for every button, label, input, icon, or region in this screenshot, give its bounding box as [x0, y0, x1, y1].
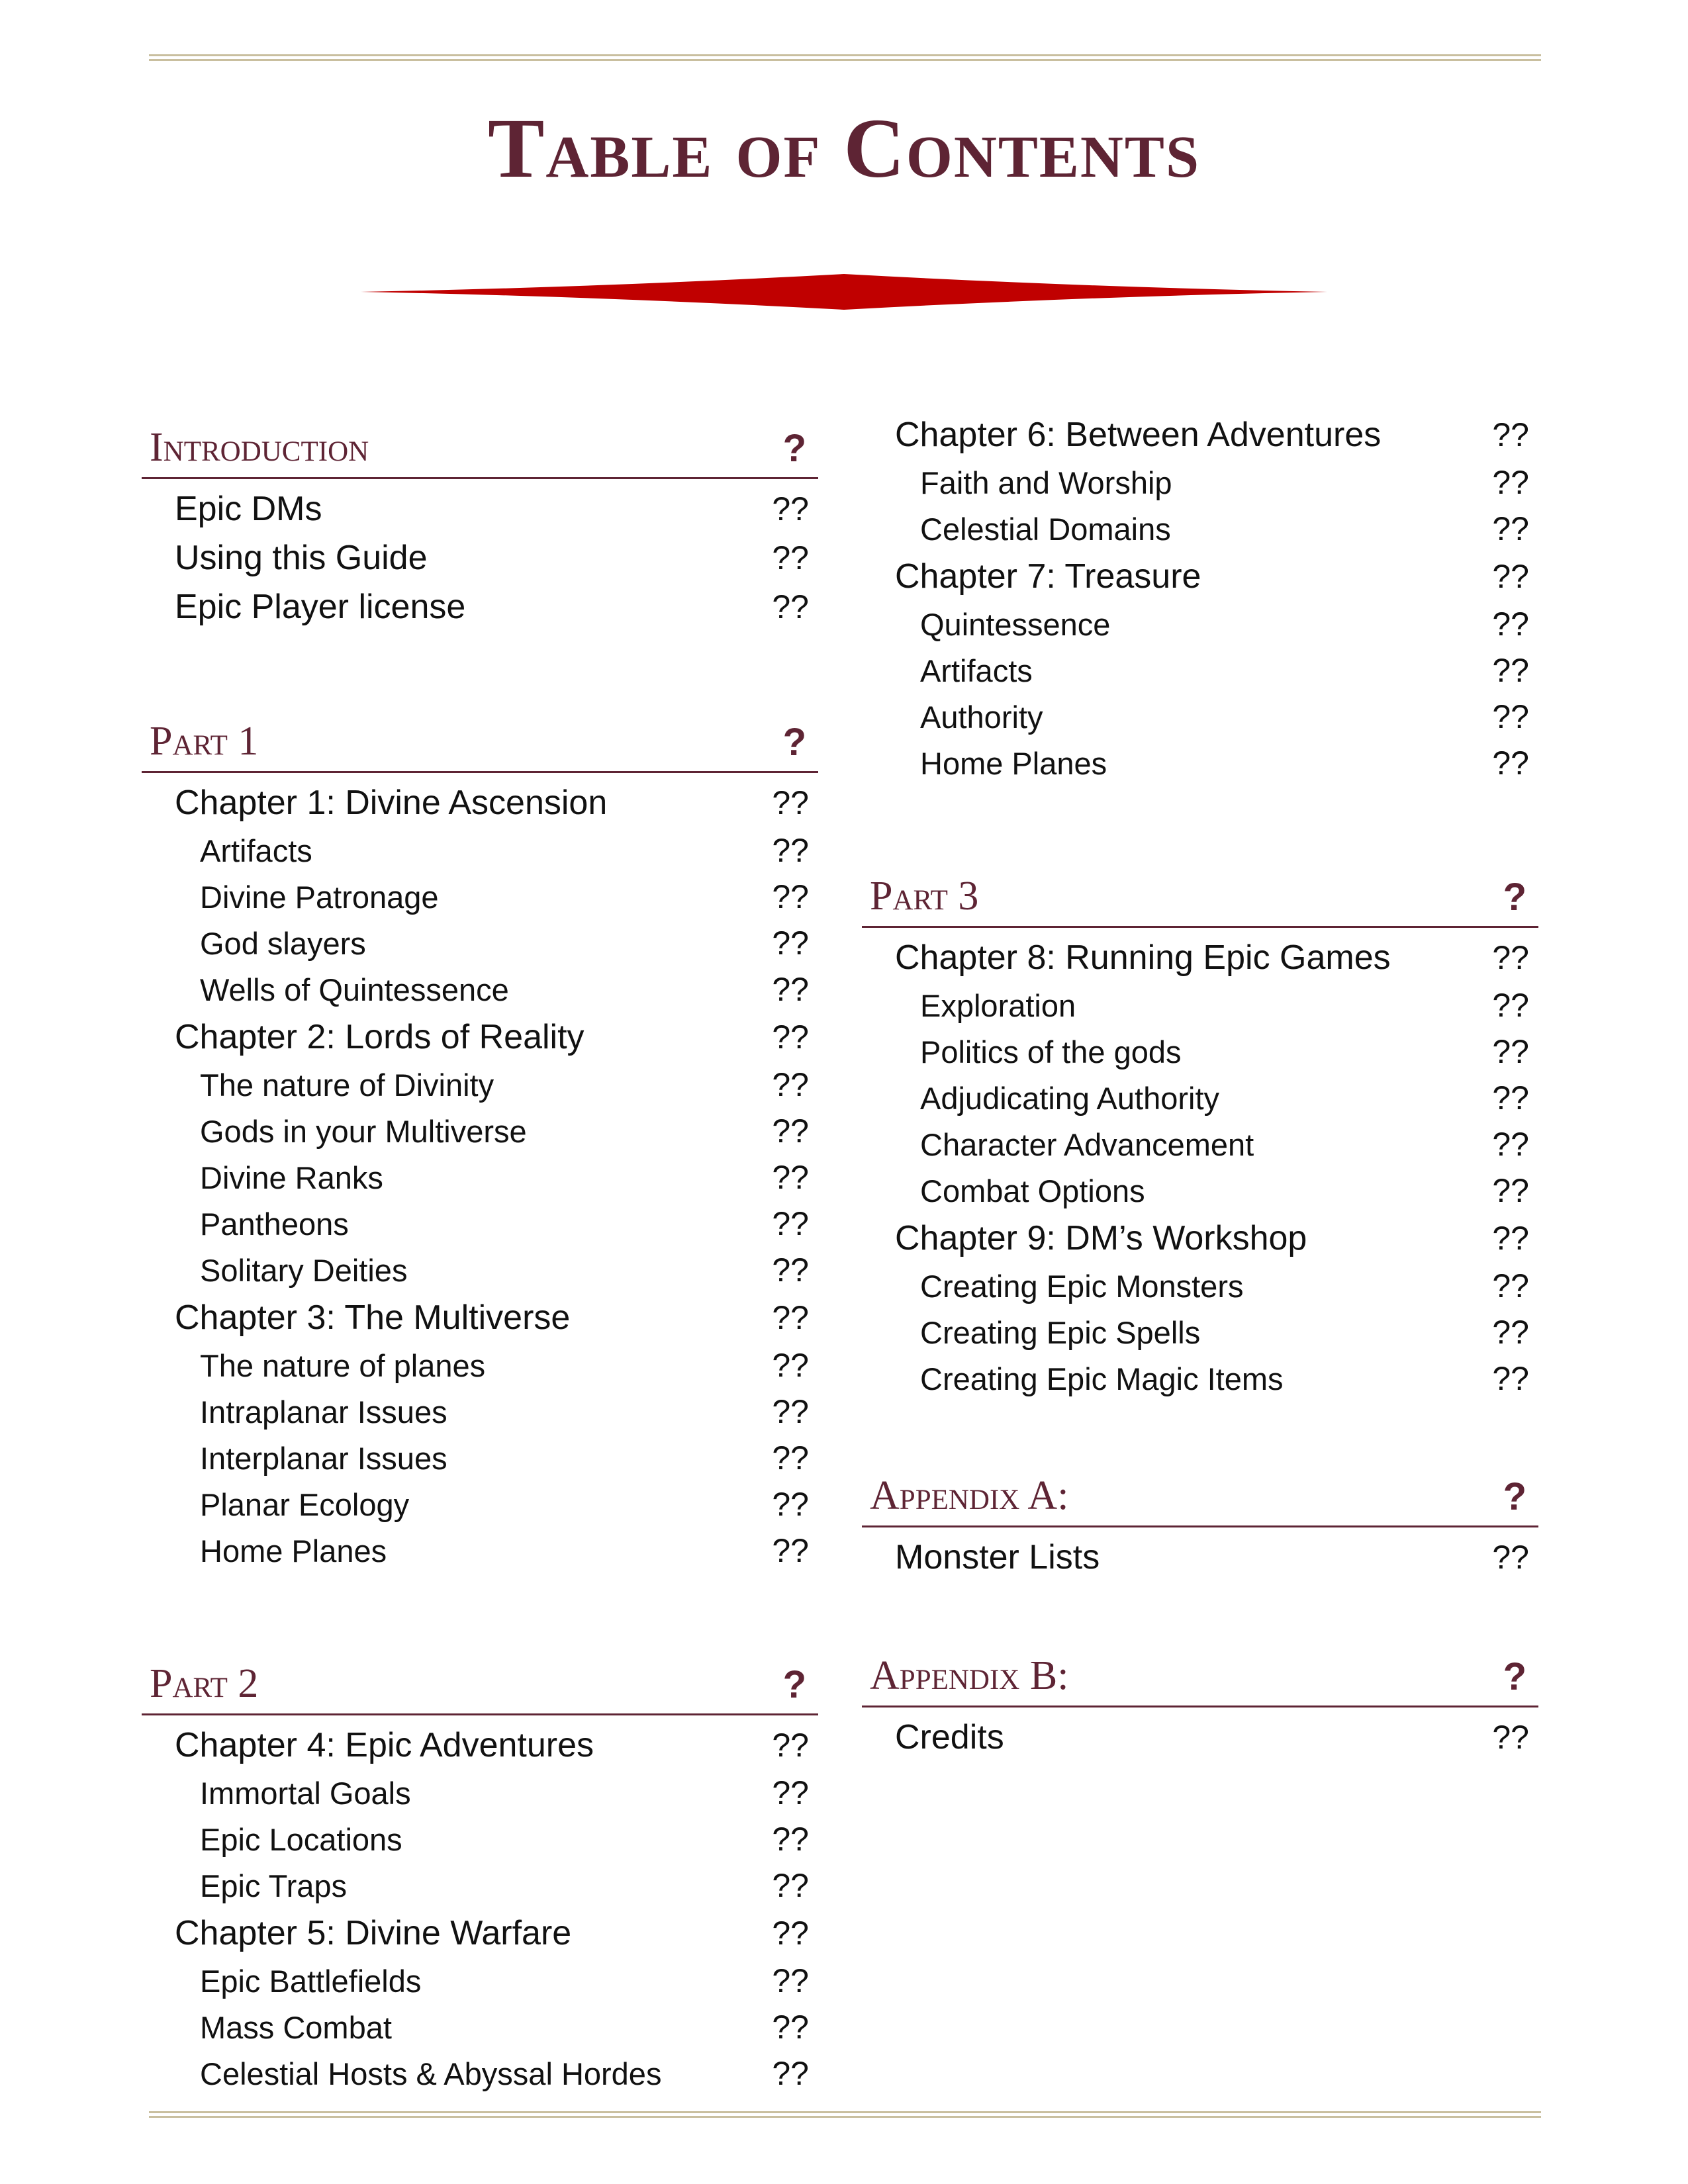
toc-entry[interactable]	[142, 1721, 818, 1770]
toc-entry-label: Home Planes	[200, 1533, 387, 1569]
toc-entry[interactable]	[142, 874, 818, 920]
toc-entry[interactable]	[142, 1293, 818, 1342]
toc-entry-list	[862, 928, 1538, 1402]
section-title: Part 1	[150, 719, 259, 764]
toc-entry-label: God slayers	[200, 925, 366, 961]
toc-entry-page: ??	[1492, 698, 1529, 735]
toc-entry[interactable]	[862, 506, 1538, 552]
toc-entry-page: ??	[1492, 1079, 1529, 1116]
toc-entry[interactable]	[142, 1201, 818, 1247]
toc-entry[interactable]	[142, 2050, 818, 2097]
section-header	[862, 1652, 1538, 1707]
toc-entry-label: Artifacts	[920, 653, 1033, 688]
section-part-1	[142, 717, 818, 1574]
toc-entry-label: Monster Lists	[895, 1538, 1100, 1576]
section-page-number: ?	[782, 427, 806, 470]
toc-entry-page: ??	[1492, 1360, 1529, 1397]
section-title: Appendix B:	[870, 1653, 1069, 1698]
toc-entry-page: ??	[772, 1393, 809, 1430]
toc-entry[interactable]	[142, 1909, 818, 1958]
toc-entry-label: Epic Battlefields	[200, 1963, 422, 1999]
toc-entry-page: ??	[772, 832, 809, 869]
toc-entry-page: ??	[772, 925, 809, 962]
section-spacer	[862, 1402, 1538, 1459]
toc-entry-page: ??	[772, 2055, 809, 2092]
toc-entry-page: ??	[772, 1066, 809, 1103]
toc-entry-label: Politics of the gods	[920, 1034, 1182, 1069]
right-column	[862, 410, 1538, 1762]
section-spacer	[862, 1582, 1538, 1639]
bottom-border-rule	[149, 2111, 1541, 2118]
toc-entry-page: ??	[772, 1205, 809, 1242]
toc-entry-page: ??	[772, 971, 809, 1008]
toc-entry-label: Epic Traps	[200, 1868, 348, 1903]
toc-entry-list	[862, 1707, 1538, 1762]
toc-entry[interactable]	[142, 827, 818, 874]
section-title: Appendix A:	[870, 1473, 1069, 1518]
toc-entry-label: Credits	[895, 1718, 1004, 1756]
section-page-number: ?	[782, 1663, 806, 1706]
toc-entry[interactable]	[862, 694, 1538, 740]
toc-entry-label: Combat Options	[920, 1173, 1145, 1208]
toc-entry[interactable]	[142, 1154, 818, 1201]
toc-entry-list	[862, 1527, 1538, 1582]
toc-entry-page: ??	[1492, 1220, 1529, 1257]
toc-entry[interactable]	[862, 1533, 1538, 1582]
toc-entry-label: Chapter 2: Lords of Reality	[175, 1018, 585, 1056]
section-page-number: ?	[782, 721, 806, 764]
section-introduction	[142, 424, 818, 631]
toc-entry-page: ??	[1492, 1539, 1529, 1576]
toc-entry[interactable]	[862, 933, 1538, 982]
toc-entry-label: Character Advancement	[920, 1126, 1254, 1162]
toc-entry-label: Mass Combat	[200, 2009, 392, 2045]
toc-entry-page: ??	[772, 1439, 809, 1477]
toc-entry[interactable]	[142, 533, 818, 582]
toc-entry-label: Chapter 8: Running Epic Games	[895, 938, 1391, 977]
toc-entry-label: Creating Epic Magic Items	[920, 1361, 1284, 1396]
toc-entry[interactable]	[862, 740, 1538, 786]
section-appendix-a	[862, 1472, 1538, 1582]
toc-entry-list	[142, 1715, 818, 2097]
toc-entry-label: Quintessence	[920, 606, 1111, 642]
toc-entry[interactable]	[862, 1028, 1538, 1075]
toc-entry-page: ??	[772, 1774, 809, 1811]
toc-entry-page: ??	[772, 588, 809, 625]
toc-entry[interactable]	[862, 1713, 1538, 1762]
toc-entry[interactable]	[142, 1435, 818, 1481]
section-header	[142, 1660, 818, 1715]
section-page-number: ?	[1503, 876, 1526, 919]
toc-entry-page: ??	[772, 1915, 809, 1952]
toc-entry[interactable]	[862, 1355, 1538, 1402]
toc-entry[interactable]	[142, 1062, 818, 1108]
toc-entry-label: Chapter 9: DM’s Workshop	[895, 1219, 1307, 1257]
toc-entry-list	[142, 479, 818, 631]
toc-entry[interactable]	[142, 1958, 818, 2004]
toc-entry[interactable]	[142, 484, 818, 533]
toc-entry[interactable]	[862, 552, 1538, 601]
section-spacer	[862, 786, 1538, 859]
page-title: Table of Contents	[487, 101, 1200, 195]
toc-entry[interactable]	[142, 1013, 818, 1062]
toc-entry-label: Exploration	[920, 987, 1076, 1023]
toc-entry-page: ??	[1492, 464, 1529, 501]
toc-entry-page: ??	[1492, 1267, 1529, 1304]
toc-entry[interactable]	[142, 582, 818, 631]
toc-entry-page: ??	[772, 1821, 809, 1858]
toc-entry[interactable]	[862, 410, 1538, 459]
toc-entry-page: ??	[1492, 1033, 1529, 1070]
toc-entry[interactable]	[142, 920, 818, 966]
toc-entry[interactable]	[142, 1816, 818, 1862]
section-header	[142, 717, 818, 773]
toc-entry-label: Adjudicating Authority	[920, 1080, 1220, 1116]
toc-entry-page: ??	[1492, 652, 1529, 689]
left-column	[142, 410, 818, 2097]
toc-entry-label: Divine Ranks	[200, 1160, 383, 1195]
toc-entry-page: ??	[1492, 1314, 1529, 1351]
section-part-2	[142, 1660, 818, 2097]
toc-entry-label: Gods in your Multiverse	[200, 1113, 527, 1149]
toc-entry-label: Chapter 7: Treasure	[895, 557, 1201, 596]
toc-entry-label: Pantheons	[200, 1206, 349, 1242]
section-page-number: ?	[1503, 1475, 1526, 1518]
toc-entry-label: Solitary Deities	[200, 1252, 408, 1288]
toc-entry-page: ??	[1492, 606, 1529, 643]
toc-entry-label: Home Planes	[920, 745, 1107, 781]
toc-entry-page: ??	[772, 1019, 809, 1056]
toc-entry-label: Interplanar Issues	[200, 1440, 447, 1476]
section-header	[862, 1472, 1538, 1527]
toc-entry-page: ??	[1492, 939, 1529, 976]
toc-entry[interactable]	[862, 1309, 1538, 1355]
toc-entry-page: ??	[1492, 745, 1529, 782]
toc-entry-page: ??	[772, 1251, 809, 1289]
toc-entry-label: Chapter 6: Between Adventures	[895, 416, 1382, 454]
toc-entry-label: Celestial Domains	[920, 511, 1171, 547]
toc-entry-label: The nature of planes	[200, 1347, 486, 1383]
toc-entry[interactable]	[862, 982, 1538, 1028]
toc-entry-label: Using this Guide	[175, 539, 428, 577]
toc-entry-label: Epic Locations	[200, 1821, 402, 1857]
toc-entry-page: ??	[772, 1727, 809, 1764]
toc-entry[interactable]	[142, 2004, 818, 2050]
toc-entry-label: Chapter 1: Divine Ascension	[175, 784, 608, 822]
toc-entry[interactable]	[862, 601, 1538, 647]
toc-entry-label: Immortal Goals	[200, 1775, 411, 1811]
toc-entry[interactable]	[862, 1214, 1538, 1263]
section-part-3	[862, 872, 1538, 1402]
toc-entry-label: Artifacts	[200, 833, 312, 868]
toc-entry[interactable]	[862, 1167, 1538, 1214]
toc-entry-page: ??	[772, 2009, 809, 2046]
toc-entry[interactable]	[142, 1527, 818, 1574]
toc-entry-page: ??	[772, 1299, 809, 1336]
toc-entry-page: ??	[772, 1347, 809, 1384]
toc-entry-page: ??	[772, 878, 809, 915]
toc-entry-page: ??	[1492, 416, 1529, 453]
toc-entry[interactable]	[862, 1075, 1538, 1121]
toc-entry[interactable]	[142, 1108, 818, 1154]
toc-entry-list	[862, 410, 1538, 786]
toc-entry[interactable]	[862, 459, 1538, 506]
toc-entry-page: ??	[772, 1532, 809, 1569]
section-title: Part 3	[870, 874, 979, 919]
toc-entry-label: Celestial Hosts & Abyssal Hordes	[200, 2056, 662, 2091]
section-page-number: ?	[1503, 1655, 1526, 1698]
toc-entry-page: ??	[772, 1962, 809, 1999]
toc-entry-label: Chapter 3: The Multiverse	[175, 1298, 571, 1337]
toc-entry[interactable]	[142, 1481, 818, 1527]
toc-entry-page: ??	[1492, 558, 1529, 595]
toc-entry-page: ??	[772, 1159, 809, 1196]
section-title: Part 2	[150, 1661, 259, 1706]
toc-entry-page: ??	[772, 1867, 809, 1904]
toc-entry-page: ??	[772, 1113, 809, 1150]
toc-entry-page: ??	[772, 1486, 809, 1523]
toc-entry-page: ??	[1492, 1172, 1529, 1209]
toc-entry[interactable]	[142, 778, 818, 827]
toc-entry-label: Chapter 4: Epic Adventures	[175, 1726, 594, 1764]
toc-entry-label: Epic Player license	[175, 588, 466, 626]
toc-entry[interactable]	[142, 1862, 818, 1909]
toc-entry-label: Wells of Quintessence	[200, 972, 509, 1007]
toc-entry-page: ??	[1492, 1719, 1529, 1756]
toc-entry-list	[142, 773, 818, 1574]
toc-entry-label: Planar Ecology	[200, 1486, 410, 1522]
toc-entry-label: Authority	[920, 699, 1043, 735]
toc-entry-page: ??	[772, 784, 809, 821]
section-title: Introduction	[150, 425, 369, 470]
section-header	[862, 872, 1538, 928]
toc-entry[interactable]	[142, 1388, 818, 1435]
section-spacer	[142, 631, 818, 704]
toc-entry-label: Epic DMs	[175, 490, 322, 528]
toc-entry[interactable]	[142, 1247, 818, 1293]
toc-entry-label: Faith and Worship	[920, 465, 1172, 500]
toc-entry[interactable]	[862, 1121, 1538, 1167]
section-header	[142, 424, 818, 479]
toc-entry[interactable]	[142, 1342, 818, 1388]
top-border-rule	[149, 54, 1541, 61]
toc-entry[interactable]	[142, 966, 818, 1013]
toc-entry-page: ??	[1492, 987, 1529, 1024]
toc-entry-label: Creating Epic Spells	[920, 1314, 1201, 1350]
toc-entry-page: ??	[1492, 1126, 1529, 1163]
title-flourish	[361, 274, 1327, 310]
toc-entry-label: Chapter 5: Divine Warfare	[175, 1914, 572, 1952]
toc-entry-label: The nature of Divinity	[200, 1067, 494, 1103]
toc-entry-page: ??	[772, 539, 809, 576]
toc-entry-label: Intraplanar Issues	[200, 1394, 447, 1430]
toc-entry-label: Divine Patronage	[200, 879, 439, 915]
toc-entry-page: ??	[1492, 510, 1529, 547]
section-appendix-b	[862, 1652, 1538, 1762]
toc-entry[interactable]	[862, 647, 1538, 694]
toc-entry[interactable]	[142, 1770, 818, 1816]
toc-entry-page: ??	[772, 490, 809, 527]
section-spacer	[142, 1574, 818, 1647]
toc-entry-label: Creating Epic Monsters	[920, 1268, 1244, 1304]
toc-entry[interactable]	[862, 1263, 1538, 1309]
